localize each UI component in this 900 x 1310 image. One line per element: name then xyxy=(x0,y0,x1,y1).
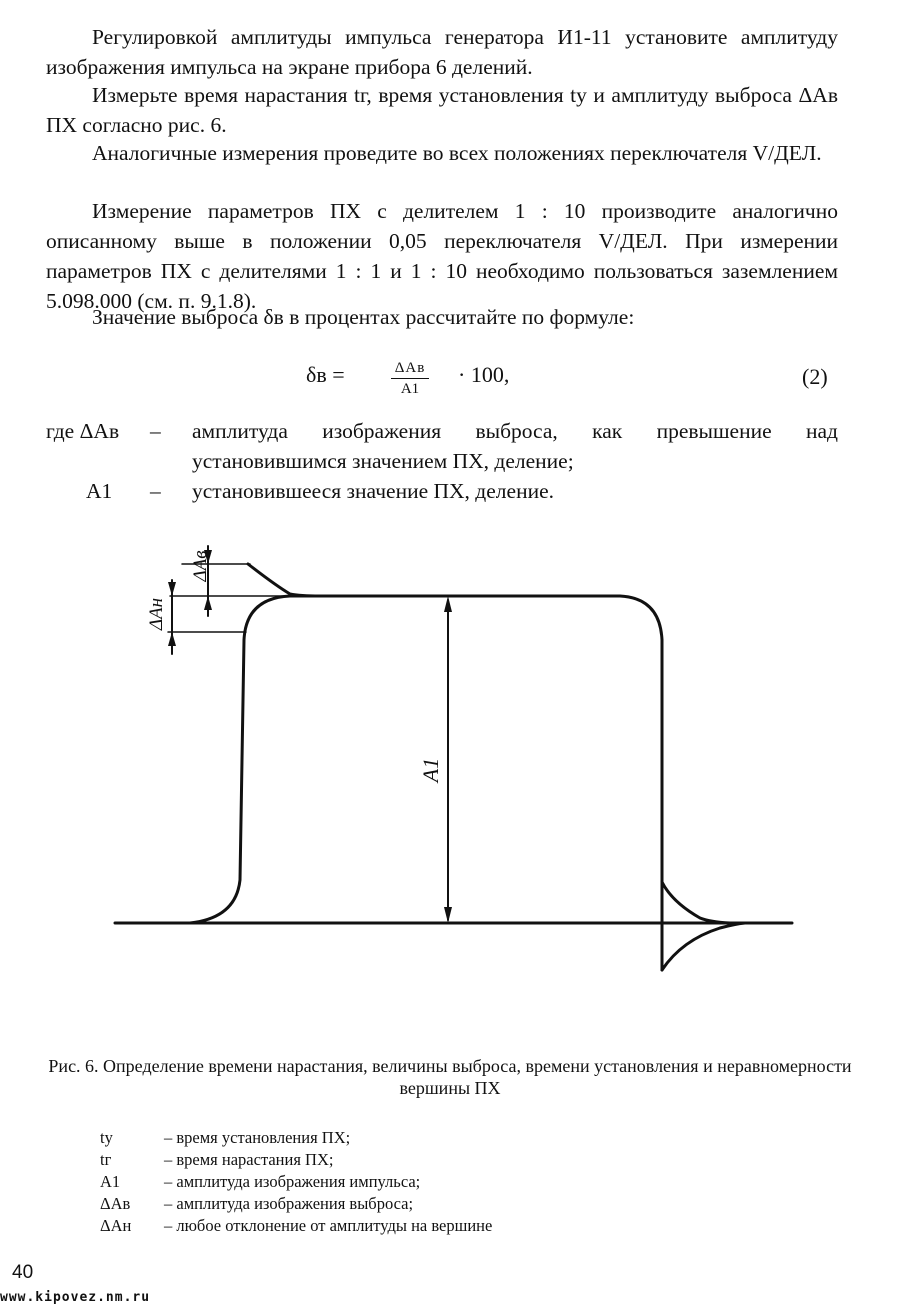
definition-dash: – xyxy=(150,479,161,503)
formula-rhs: · 100, xyxy=(458,362,510,387)
legend-symbol: ΔAв xyxy=(100,1194,131,1213)
legend-text: – время установления ПХ; xyxy=(164,1128,351,1147)
legend-text: – любое отклонение от амплитуды на вершине xyxy=(164,1216,493,1235)
formula-denominator: A1 xyxy=(400,381,420,397)
a1-label: A1 xyxy=(418,757,443,783)
figure-caption: Рис. 6. Определение времени нарастания, величины выброса, времени установления и неравномерности вершины ПХ xyxy=(48,1056,852,1098)
dav-arrow-bottom xyxy=(204,596,212,610)
formula-fraction xyxy=(370,352,450,398)
top-plateau xyxy=(290,596,662,640)
site-url: www.kipovez.nm.ru xyxy=(0,1290,151,1305)
trailing-decay-lower xyxy=(662,923,745,970)
dah-arrow-bottom xyxy=(168,632,176,646)
legend-symbol: A1 xyxy=(100,1172,121,1191)
definition-text: установившееся значение ПХ, деление. xyxy=(192,479,554,503)
formula-numerator: ΔAв xyxy=(391,360,430,379)
legend-text: – амплитуда изображения импульса; xyxy=(164,1172,421,1191)
legend-symbol: tу xyxy=(100,1128,113,1147)
definition-symbol xyxy=(46,416,119,446)
dah-arrow-top xyxy=(168,582,176,596)
pulse-response-figure xyxy=(0,530,900,990)
paragraph-5: Значение выброса δв в процентах рассчитайте по формуле: xyxy=(92,305,635,329)
paragraph-3: Аналогичные измерения проведите во всех положениях переключателя V/ДЕЛ. xyxy=(92,141,822,165)
a1-arrow-down xyxy=(444,907,452,923)
paragraph-4: Измерение параметров ПХ с делителем 1 : 10 производите аналогично описанному выше в положении 0,05 переключателя V/ДЕЛ. При измерении параметров ПХ с делителями 1 : 1 и 1 : 10 необходимо пользоваться заземлением 5.098.000 (см. п. 9.1.8). xyxy=(46,199,838,313)
definition-symbol-text: A1 xyxy=(86,479,113,503)
a1-arrow-up xyxy=(444,596,452,612)
page-number: 40 xyxy=(12,1262,34,1283)
paragraph-1: Регулировкой амплитуды импульса генератора И1-11 установите амплитуду изображения импульса на экране прибора 6 делений. xyxy=(46,25,838,79)
definition-symbol-text: ΔAв xyxy=(79,419,120,443)
definition-dash: – xyxy=(150,419,161,443)
definition-row xyxy=(46,476,846,506)
definition-row xyxy=(46,416,846,476)
rising-edge xyxy=(190,596,290,923)
formula-2 xyxy=(0,352,900,412)
legend-symbol: ΔAн xyxy=(100,1216,132,1235)
definition-prefix: где xyxy=(46,419,75,443)
definitions xyxy=(46,416,846,506)
formula-lhs: δв = xyxy=(306,362,345,387)
paragraph-2: Измерьте время нарастания tг, время установления tу и амплитуду выброса ΔAв ПХ согласно рис. 6. xyxy=(46,83,838,137)
legend-text: – амплитуда изображения выброса; xyxy=(164,1194,414,1213)
definition-text: амплитуда изображения выброса, как превышение над установившимся значением ПХ, деление; xyxy=(192,419,838,473)
dav-label: ΔAв xyxy=(190,550,211,582)
legend-text: – время нарастания ПХ; xyxy=(164,1150,334,1169)
overshoot-curve xyxy=(248,564,320,596)
equation-number: (2) xyxy=(802,364,828,389)
legend-symbol: tг xyxy=(100,1150,112,1169)
trailing-decay-upper xyxy=(662,882,730,923)
dah-label: ΔAн xyxy=(146,597,167,631)
